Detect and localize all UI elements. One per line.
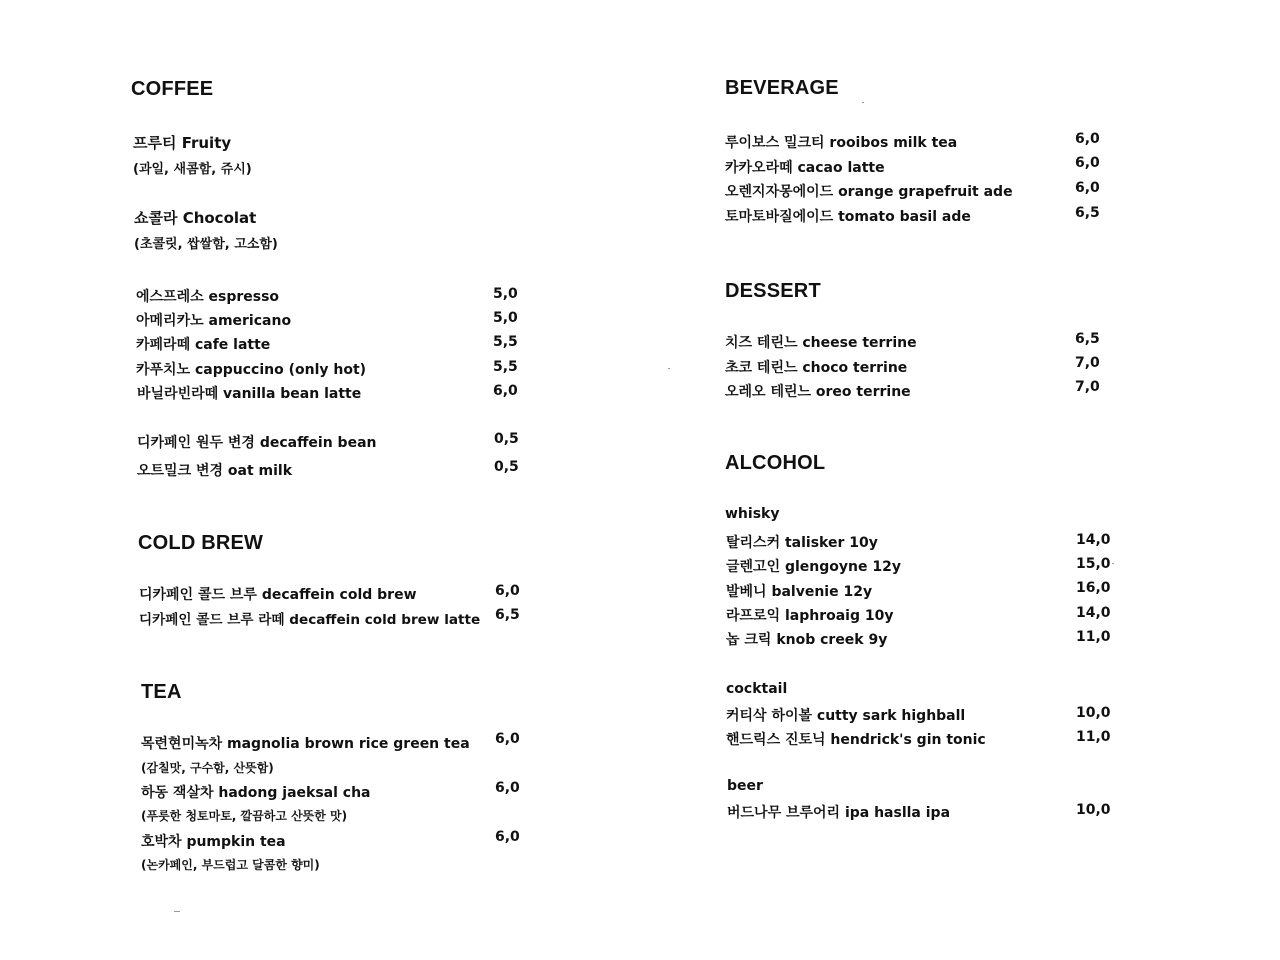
coffee-price: 5,5 (493, 334, 518, 350)
dessert-price: 6,5 (1075, 331, 1100, 347)
dessert-item: 치즈 테린느 cheese terrine (725, 335, 917, 351)
cocktail-item: 핸드릭스 진토닉 hendrick's gin tonic (726, 732, 986, 748)
whisky-item: 라프로익 laphroaig 10y (726, 608, 894, 624)
cold-brew-item: 디카페인 콜드 브루 라떼 decaffein cold brew latte (139, 612, 481, 628)
blend-chocolat-name: 쇼콜라 Chocolat (134, 209, 257, 227)
cold-brew-price: 6,0 (495, 583, 520, 599)
coffee-price: 6,0 (493, 383, 518, 399)
coffee-price: 5,0 (493, 310, 518, 326)
dessert-heading: DESSERT (725, 280, 821, 302)
whisky-item: 발베니 balvenie 12y (726, 584, 873, 600)
whisky-price: 14,0 (1076, 532, 1111, 548)
whisky-subheading: whisky (725, 506, 780, 522)
dessert-price: 7,0 (1075, 379, 1100, 395)
coffee-item: 카페라떼 cafe latte (136, 337, 271, 353)
coffee-price: 5,5 (493, 359, 518, 375)
tea-price: 6,0 (495, 829, 520, 845)
whisky-item: 탈리스커 talisker 10y (726, 535, 878, 551)
coffee-item: 바닐라빈라떼 vanilla bean latte (137, 386, 362, 402)
whisky-item: 글렌고인 glengoyne 12y (726, 559, 901, 575)
beverage-heading: BEVERAGE (725, 77, 839, 99)
beer-item: 버드나무 브루어리 ipa haslla ipa (727, 805, 951, 821)
blend-fruity-desc: (과일, 새콤함, 쥬시) (133, 162, 252, 177)
blend-chocolat-desc: (초콜릿, 쌉쌀함, 고소함) (134, 237, 278, 252)
beverage-item: 루이보스 밀크티 rooibos milk tea (725, 135, 958, 151)
scan-speck (1112, 563, 1114, 564)
alcohol-heading: ALCOHOL (725, 452, 826, 474)
tea-heading: TEA (141, 681, 182, 703)
dessert-price: 7,0 (1075, 355, 1100, 371)
coffee-price: 5,0 (493, 286, 518, 302)
coffee-item: 에스프레소 espresso (136, 289, 280, 305)
beverage-price: 6,0 (1075, 131, 1100, 147)
beer-price: 10,0 (1076, 802, 1111, 818)
coffee-option: 디카페인 원두 변경 decaffein bean (137, 435, 377, 451)
beverage-item: 카카오라떼 cacao latte (725, 160, 885, 176)
dessert-item: 초코 테린느 choco terrine (725, 360, 908, 376)
beverage-price: 6,0 (1075, 180, 1100, 196)
beer-subheading: beer (727, 778, 763, 794)
tea-price: 6,0 (495, 731, 520, 747)
cocktail-item: 커티삭 하이볼 cutty sark highball (726, 708, 966, 724)
tea-desc: (푸릇한 청토마토, 깔끔하고 산뜻한 맛) (141, 809, 348, 823)
cold-brew-heading: COLD BREW (138, 532, 264, 554)
whisky-price: 11,0 (1076, 629, 1111, 645)
coffee-heading: COFFEE (131, 78, 214, 100)
coffee-option-price: 0,5 (494, 431, 519, 447)
coffee-option: 오트밀크 변경 oat milk (137, 463, 293, 479)
scan-speck (668, 368, 670, 369)
cocktail-price: 11,0 (1076, 729, 1111, 745)
beverage-item: 오렌지자몽에이드 orange grapefruit ade (725, 184, 1013, 200)
tea-desc: (감칠맛, 구수함, 산뜻함) (141, 761, 274, 775)
whisky-item: 놉 크릭 knob creek 9y (726, 632, 888, 648)
tea-item: 하동 잭살차 hadong jaeksal cha (141, 785, 371, 801)
scan-speck (174, 911, 180, 912)
cocktail-subheading: cocktail (726, 681, 788, 697)
coffee-item: 아메리카노 americano (136, 313, 292, 329)
cocktail-price: 10,0 (1076, 705, 1111, 721)
beverage-price: 6,5 (1075, 205, 1100, 221)
tea-desc: (논카페인, 부드럽고 달콤한 향미) (141, 858, 320, 872)
tea-price: 6,0 (495, 780, 520, 796)
coffee-option-price: 0,5 (494, 459, 519, 475)
scan-speck (862, 102, 864, 103)
blend-fruity-name: 프루티 Fruity (133, 134, 232, 152)
whisky-price: 15,0 (1076, 556, 1111, 572)
tea-item: 목련현미녹차 magnolia brown rice green tea (141, 736, 470, 752)
tea-item: 호박차 pumpkin tea (141, 834, 286, 850)
cold-brew-price: 6,5 (495, 607, 520, 623)
beverage-item: 토마토바질에이드 tomato basil ade (725, 209, 971, 225)
beverage-price: 6,0 (1075, 155, 1100, 171)
dessert-item: 오레오 테린느 oreo terrine (725, 384, 911, 400)
cold-brew-item: 디카페인 콜드 브루 decaffein cold brew (139, 587, 417, 603)
coffee-item: 카푸치노 cappuccino (only hot) (136, 362, 367, 378)
whisky-price: 14,0 (1076, 605, 1111, 621)
whisky-price: 16,0 (1076, 580, 1111, 596)
